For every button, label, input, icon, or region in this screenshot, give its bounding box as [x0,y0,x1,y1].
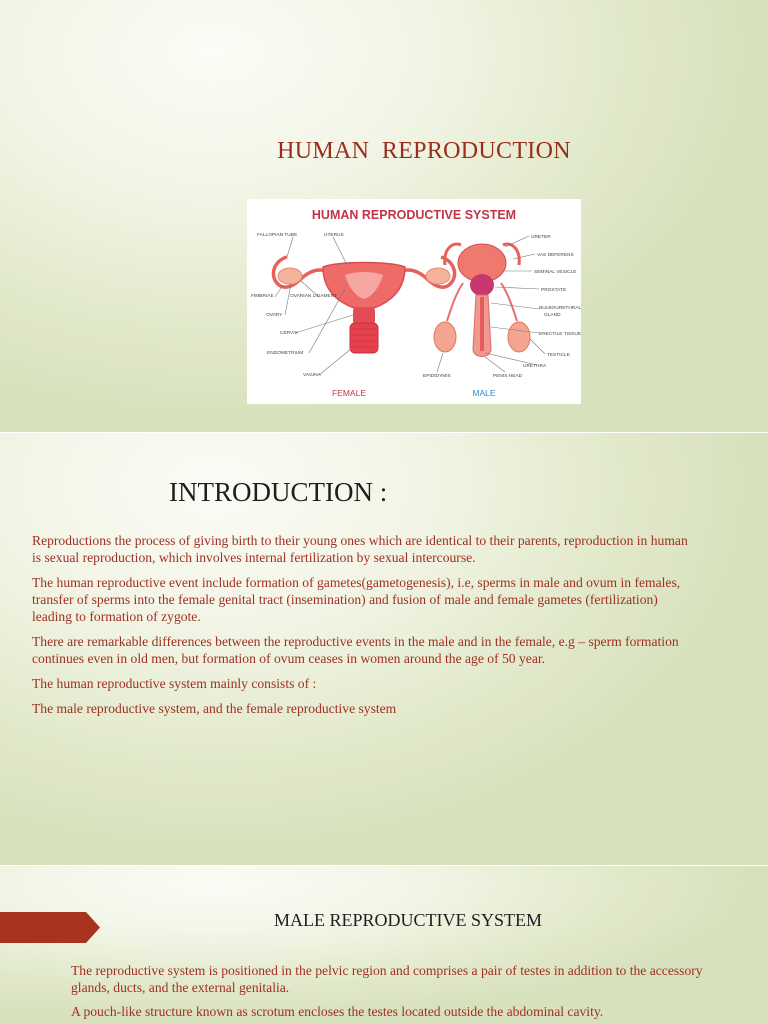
list-item: A pouch-like structure known as scrotum encloses the testes located outside the abdominal cavity. [71,1004,604,1019]
label-bulbourethral: BULBOURETHRAL [539,306,581,311]
label-urethra: URETHRA [523,364,547,369]
slide-male-reproductive-system [0,866,768,1024]
list-item: The male reproductive system, and the female reproductive system [32,701,397,716]
label-ovarian-ligament: OVARIAN LIGAMENT [290,294,338,299]
female-caption: FEMALE [331,388,367,398]
list-item: Reproductions the process of giving birth to their young ones which are identical to their parents, reproduction in human is sexual reproduction, which involves internal fertilization by sexual intercourse. [32,533,688,565]
list-item: The human reproductive system mainly consists of : [32,676,317,691]
label-ovary: OVARY [266,313,283,318]
label-vagina: VAGINA [303,373,321,378]
introduction-bullet-list [32,532,700,725]
label-uterus: UTERUS [324,233,344,238]
label-penis-head: PENIS HEAD [493,374,523,379]
label-ureter: URETER [531,235,551,240]
list-item: The human reproductive event include formation of gametes(gametogenesis), i.e, sperms in male and ovum in females, transfer of sperms into the female genital tract (insemination) and fusion of male and female gametes (fertilization) leading to formation of zygote. [32,575,681,624]
slide-title-heading: HUMAN REPRODUCTION [277,138,571,164]
label-erectile-tissue: ERECTILE TISSUE [539,332,581,337]
label-gland: GLAND [544,313,561,318]
label-fallopian-tube: FALLOPIAN TUBE [257,233,298,238]
female-anatomy-illustration [273,257,454,353]
label-vas-deferens: VAS DEFERENS [537,253,574,258]
label-seminal-vesicle: SEMINAL VESICLE [534,270,577,275]
label-prostate: PROSTATE [541,288,567,293]
label-endometrium: ENDOMETRIUM [267,351,304,356]
male-system-bullet-list [71,962,711,1024]
list-item: There are remarkable differences between the reproductive events in the male and in the female, e.g – sperm formation continues even in old men, but formation of ovum ceases in women around the age of 50 year. [32,634,679,666]
label-testicle: TESTICLE [547,353,570,358]
male-caption: MALE [472,388,496,398]
label-fimbriae: FIMBRIAE [251,294,274,299]
diagram-title: HUMAN REPRODUCTIVE SYSTEM [311,208,517,222]
male-system-heading: MALE REPRODUCTIVE SYSTEM [273,910,542,930]
list-item: The reproductive system is positioned in the pelvic region and comprises a pair of testes in addition to the accessory glands, ducts, and the external genitalia. [71,963,703,995]
label-cervix: CERVIX [280,331,298,336]
introduction-heading: INTRODUCTION : [169,477,388,507]
reproductive-system-diagram [247,199,581,404]
label-epididymis: EPIDIDYMIS [423,374,451,379]
slide-introduction [0,433,768,865]
slide-title [0,0,768,432]
